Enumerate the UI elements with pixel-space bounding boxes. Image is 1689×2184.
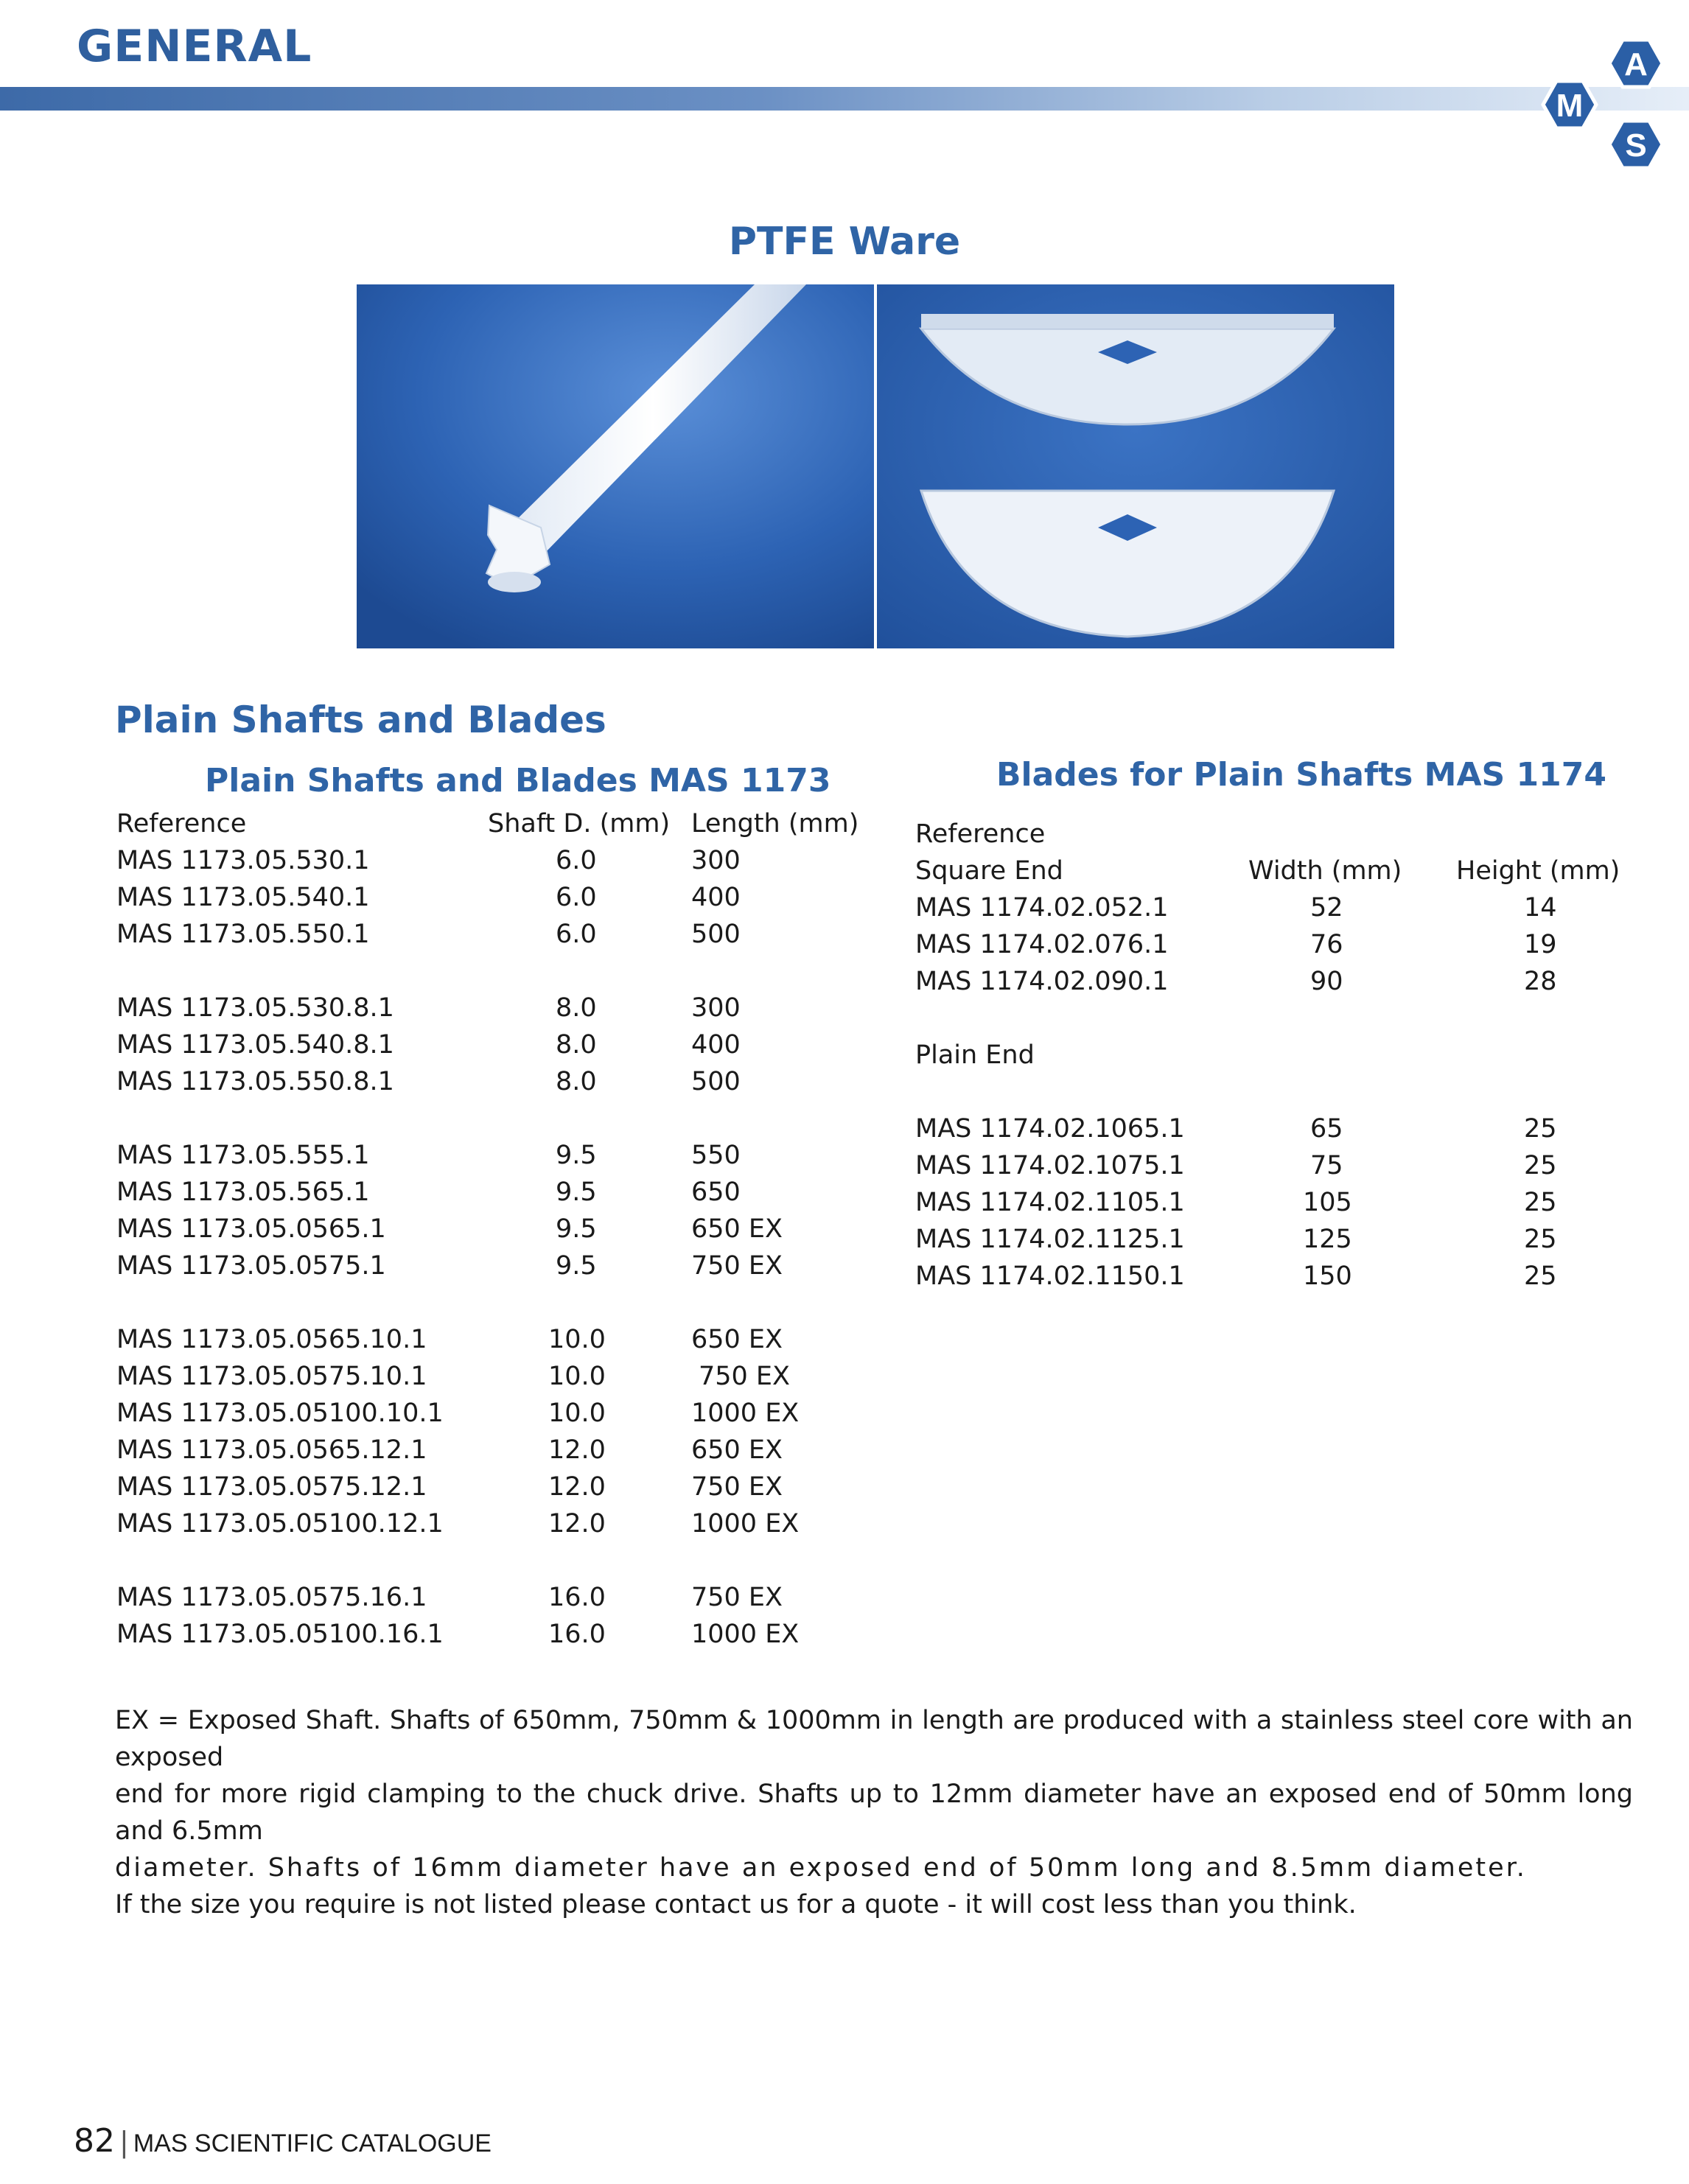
table1-header-length: Length (mm)	[691, 809, 859, 839]
table2-height: 28	[1524, 967, 1557, 996]
mas-logo-icon	[1531, 31, 1676, 175]
footer-separator: |	[119, 2126, 129, 2158]
ptfe-shaft-photo	[357, 284, 874, 648]
table1-diameter: 16.0	[548, 1583, 606, 1612]
table2-header-height: Height (mm)	[1456, 856, 1620, 886]
table1-length: 400	[691, 1030, 741, 1060]
table1-length: 1000 EX	[691, 1509, 800, 1539]
table1-length: 750 EX	[691, 1251, 783, 1281]
table1-ref: MAS 1173.05.0565.10.1	[116, 1325, 427, 1354]
table2-height: 25	[1524, 1261, 1557, 1291]
table2-height: 14	[1524, 893, 1557, 923]
table2-height: 25	[1524, 1225, 1557, 1254]
footnote-line: If the size you require is not listed please contact us for a quote - it will cost less than you think.	[115, 1890, 1357, 1919]
table1-ref: MAS 1173.05.540.1	[116, 883, 370, 912]
table1-length: 750 EX	[691, 1472, 783, 1502]
table1-ref: MAS 1173.05.555.1	[116, 1141, 370, 1170]
table2-width: 90	[1310, 967, 1343, 996]
footnote-line: EX = Exposed Shaft. Shafts of 650mm, 750mm & 1000mm in length are produced with a stainless steel core with an exposed	[115, 1706, 1633, 1772]
table1-diameter: 12.0	[548, 1472, 606, 1502]
table1-ref: MAS 1173.05.0565.1	[116, 1214, 386, 1244]
logo-letter-a: A	[1624, 46, 1648, 83]
catalogue-name: MAS SCIENTIFIC CATALOGUE	[133, 2129, 492, 2157]
page-number: 82	[74, 2122, 115, 2160]
table1-length: 500	[691, 1067, 741, 1096]
table2-height: 25	[1524, 1188, 1557, 1217]
header-bar	[0, 87, 1689, 111]
logo-letter-s: S	[1625, 127, 1647, 164]
table2-ref: MAS 1174.02.090.1	[915, 967, 1169, 996]
table1-diameter: 16.0	[548, 1620, 606, 1649]
table1-diameter: 8.0	[556, 993, 597, 1023]
table1-diameter: 6.0	[556, 920, 597, 949]
table1-length: 650 EX	[691, 1435, 783, 1465]
table2-width: 75	[1310, 1151, 1343, 1180]
table2-ref: MAS 1174.02.1065.1	[915, 1114, 1185, 1144]
table1-title: Plain Shafts and Blades MAS 1173	[205, 762, 831, 799]
table2-width: 150	[1303, 1261, 1352, 1291]
ptfe-blades-photo	[877, 284, 1394, 648]
table1-header-reference: Reference	[116, 809, 247, 839]
footnote-line: diameter. Shafts of 16mm diameter have an exposed end of 50mm long and 8.5mm diameter.	[115, 1853, 1527, 1883]
table2-title: Blades for Plain Shafts MAS 1174	[996, 756, 1606, 794]
table2-square-end-label: Square End	[915, 856, 1063, 886]
table2-width: 65	[1310, 1114, 1343, 1144]
table2-ref: MAS 1174.02.1125.1	[915, 1225, 1185, 1254]
section-title: Plain Shafts and Blades	[115, 699, 606, 741]
table1-length: 400	[691, 883, 741, 912]
footnote	[115, 1702, 1633, 1923]
table1-diameter: 10.0	[548, 1325, 606, 1354]
table1-diameter: 8.0	[556, 1067, 597, 1096]
table1-diameter: 10.0	[548, 1362, 606, 1391]
table1-length: 750 EX	[691, 1583, 783, 1612]
table1-length: 1000 EX	[691, 1620, 800, 1649]
page-title: PTFE Ware	[728, 220, 961, 264]
table2-height: 25	[1524, 1114, 1557, 1144]
table1-ref: MAS 1173.05.0565.12.1	[116, 1435, 427, 1465]
table2-width: 105	[1303, 1188, 1352, 1217]
logo-letter-m: M	[1556, 88, 1584, 124]
table1-diameter: 9.5	[556, 1177, 597, 1207]
table1-ref: MAS 1173.05.550.1	[116, 920, 370, 949]
table1-ref: MAS 1173.05.05100.10.1	[116, 1399, 444, 1428]
section-header: GENERAL	[77, 21, 312, 72]
table2-width: 125	[1303, 1225, 1352, 1254]
table2-header-reference: Reference	[915, 819, 1046, 849]
table2-ref: MAS 1174.02.1105.1	[915, 1188, 1185, 1217]
table1-length: 650	[691, 1177, 741, 1207]
table1-ref: MAS 1173.05.540.8.1	[116, 1030, 394, 1060]
table1-ref: MAS 1173.05.550.8.1	[116, 1067, 394, 1096]
table1-diameter: 12.0	[548, 1435, 606, 1465]
table1-ref: MAS 1173.05.530.1	[116, 846, 370, 875]
table2-width: 52	[1310, 893, 1343, 923]
table1-diameter: 9.5	[556, 1214, 597, 1244]
table2-header-width: Width (mm)	[1248, 856, 1402, 886]
table1-length: 550	[691, 1141, 741, 1170]
product-photos	[357, 284, 1394, 648]
table2-ref: MAS 1174.02.1150.1	[915, 1261, 1185, 1291]
table1-diameter: 9.5	[556, 1141, 597, 1170]
table1-diameter: 6.0	[556, 883, 597, 912]
table2-width: 76	[1310, 930, 1343, 959]
table1-diameter: 12.0	[548, 1509, 606, 1539]
table1-ref: MAS 1173.05.05100.16.1	[116, 1620, 444, 1649]
table2-ref: MAS 1174.02.052.1	[915, 893, 1169, 923]
table1-length: 750 EX	[699, 1362, 791, 1391]
table2-ref: MAS 1174.02.1075.1	[915, 1151, 1185, 1180]
table1-ref: MAS 1173.05.0575.10.1	[116, 1362, 427, 1391]
table1-ref: MAS 1173.05.530.8.1	[116, 993, 394, 1023]
table1-length: 650 EX	[691, 1214, 783, 1244]
table1-diameter: 9.5	[556, 1251, 597, 1281]
table1-length: 300	[691, 993, 741, 1023]
table1-length: 650 EX	[691, 1325, 783, 1354]
table1-header-shaft-diameter: Shaft D. (mm)	[488, 809, 671, 839]
table1-diameter: 8.0	[556, 1030, 597, 1060]
table1-ref: MAS 1173.05.05100.12.1	[116, 1509, 444, 1539]
table1-diameter: 10.0	[548, 1399, 606, 1428]
table1-diameter: 6.0	[556, 846, 597, 875]
table1-ref: MAS 1173.05.0575.16.1	[116, 1583, 427, 1612]
table1-length: 1000 EX	[691, 1399, 800, 1428]
table1-ref: MAS 1173.05.565.1	[116, 1177, 370, 1207]
footnote-line: end for more rigid clamping to the chuck drive. Shafts up to 12mm diameter have an exposed end of 50mm long and 6.5mm	[115, 1779, 1633, 1846]
table1-length: 300	[691, 846, 741, 875]
page-footer	[74, 2122, 492, 2160]
table2-height: 25	[1524, 1151, 1557, 1180]
table2-ref: MAS 1174.02.076.1	[915, 930, 1169, 959]
table2-height: 19	[1524, 930, 1557, 959]
table2-plain-end-label: Plain End	[915, 1040, 1035, 1070]
table1-ref: MAS 1173.05.0575.1	[116, 1251, 386, 1281]
table1-length: 500	[691, 920, 741, 949]
table1-ref: MAS 1173.05.0575.12.1	[116, 1472, 427, 1502]
